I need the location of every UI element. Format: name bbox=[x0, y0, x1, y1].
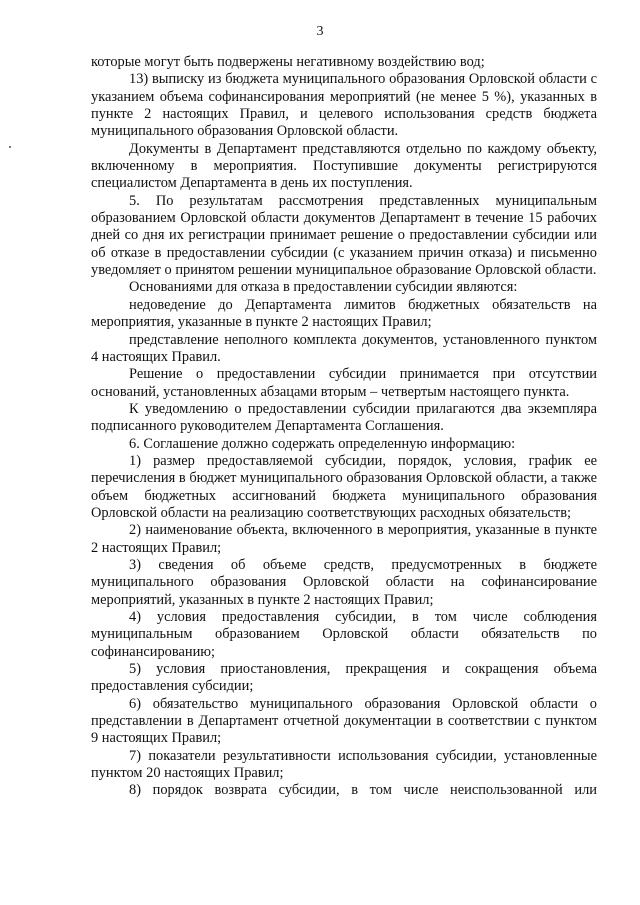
paragraph: 6. Соглашение должно содержать определенную информацию: bbox=[129, 435, 516, 452]
paragraph: 4) условия предоставления субсидии, в том числе соблюдения муниципальным образованием Орловской области обязательств по софинансированию; bbox=[91, 609, 597, 660]
paragraph: 8) порядок возврата субсидии, в том числе неиспользованной или bbox=[129, 782, 597, 799]
paragraph: К уведомлению о предоставлении субсидии прилагаются два экземпляра подписанного руководителем Департамента Соглашения. bbox=[91, 400, 597, 435]
paragraph: 6) обязательство муниципального образования Орловской области о представлении в Департамент отчетной документации в соответствии с пунктом 9 настоящих Правил; bbox=[91, 695, 597, 747]
paragraph: Решение о предоставлении субсидии принимается при отсутствии оснований, установленных абзацами вторым – четвертым настоящего пункта. bbox=[91, 366, 597, 400]
margin-dot bbox=[9, 146, 11, 148]
paragraph: Документы в Департамент представляются отдельно по каждому объекту, включенному в мероприятия. Поступившие документы регистрируются специалистом Департамента в день их поступления. bbox=[91, 140, 597, 192]
page-number: 3 bbox=[316, 24, 324, 39]
paragraph: 13) выписку из бюджета муниципального образования Орловской области с указанием объема софинансирования мероприятий (не менее 5 %), указанных в пункте 2 настоящих Правил, и целевого использования средств бюджета муниципального образования Орловской области. bbox=[91, 71, 597, 140]
paragraph: 1) размер предоставляемой субсидии, порядок, условия, график ее перечисления в бюджет муниципального образования Орловской области, а также объем бюджетных ассигнований бюджета муниципального образования Орловской области на реализацию соответствующих расходных обязательств; bbox=[91, 452, 597, 521]
paragraph: 7) показатели результативности использования субсидии, установленные пунктом 20 настоящих Правил; bbox=[91, 747, 597, 782]
paragraph: которые могут быть подвержены негативному воздействию вод; bbox=[91, 54, 485, 70]
paragraph: 5. По результатам рассмотрения представленных муниципальным образованием Орловской области документов Департамент в течение 15 рабочих дней со дня их регистрации принимает решение о предоставлении субсидии или об отказе в предоставлении субсидии (с указанием причин отказа) и письменно уведомляет о принятом решении муниципальное образование Орловской области. bbox=[91, 192, 597, 279]
paragraph: 2) наименование объекта, включенного в мероприятия, указанные в пункте 2 настоящих Правил; bbox=[91, 522, 597, 556]
paragraph: 3) сведения об объеме средств, предусмотренных в бюджете муниципального образования Орловской области на софинансирование мероприятий, указанных в пункте 2 настоящих Правил; bbox=[91, 556, 597, 608]
paragraph: недоведение до Департамента лимитов бюджетных обязательств на мероприятия, указанные в пункте 2 настоящих Правил; bbox=[91, 296, 597, 331]
paragraph: Основаниями для отказа в предоставлении субсидии являются: bbox=[129, 279, 518, 296]
paragraph: 5) условия приостановления, прекращения и сокращения объема предоставления субсидии; bbox=[91, 661, 597, 695]
document-body bbox=[91, 54, 597, 800]
paragraph: представление неполного комплекта документов, установленного пунктом 4 настоящих Правил. bbox=[91, 331, 597, 365]
